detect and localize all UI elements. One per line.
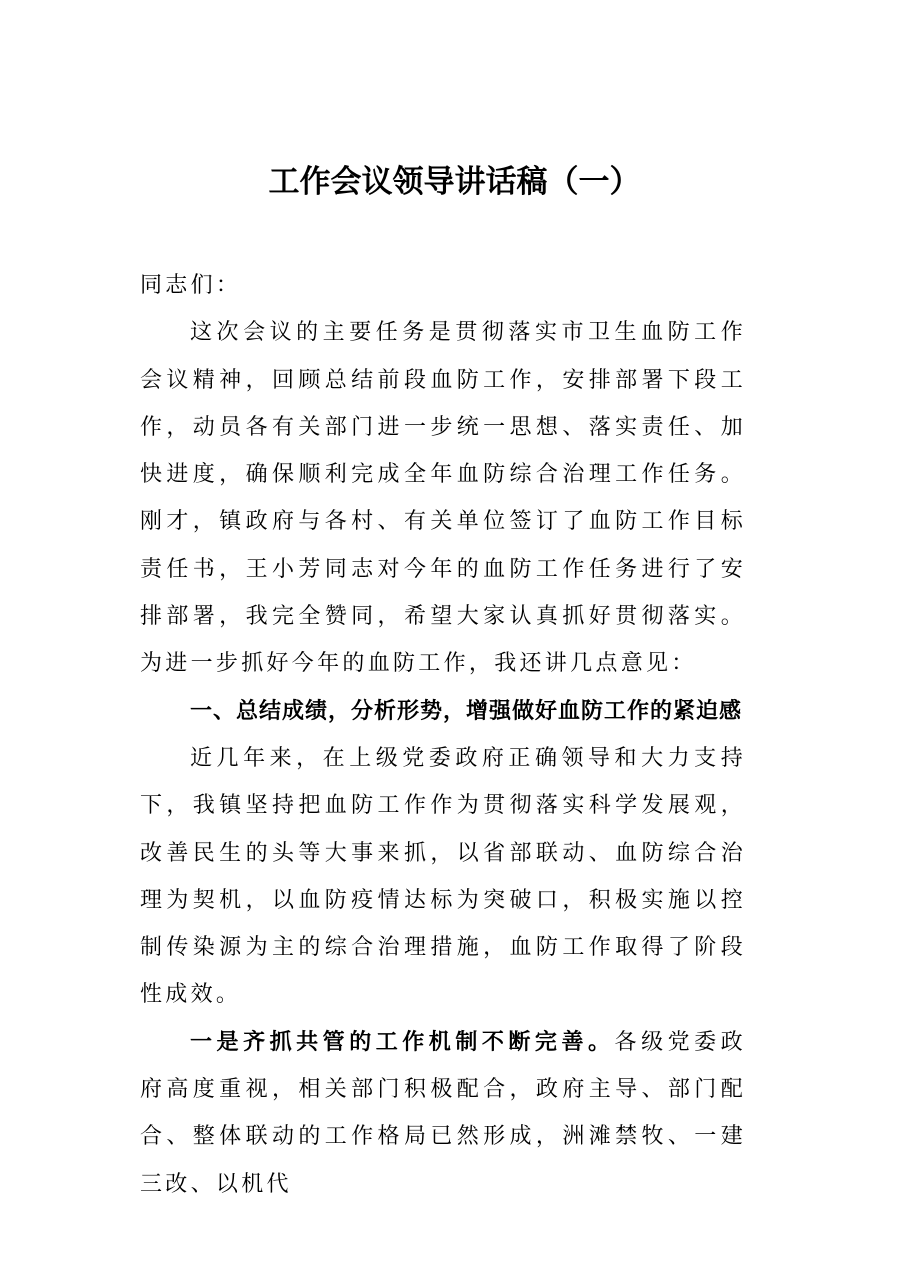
point-1-lead: 一是齐抓共管的工作机制不断完善。 <box>190 1028 615 1055</box>
salutation: 同志们： <box>140 273 242 298</box>
paragraph-achievements: 近几年来，在上级党委政府正确领导和大力支持下，我镇坚持把血防工作作为贯彻落实科学发展观，改善民生的头等大事来抓，以省部联动、血防综合治理为契机，以血防疫情达标为突破口，积极实施以控制传染源为主的综合治理措施，血防工作取得了阶段性成效。 <box>140 745 746 1008</box>
paragraph-intro: 这次会议的主要任务是贯彻落实市卫生血防工作会议精神，回顾总结前段血防工作，安排部署下段工作，动员各有关部门进一步统一思想、落实责任、加快进度，确保顺利完成全年血防综合治理工作任务。刚才，镇政府与各村、有关单位签订了血防工作目标责任书，王小芳同志对今年的血防工作任务进行了安排部署，我完全赞同，希望大家认真抓好贯彻落实。为进一步抓好今年的血防工作，我还讲几点意见： <box>140 320 746 677</box>
section-heading-1: 一、总结成绩，分析形势，增强做好血防工作的紧迫感 <box>190 698 743 724</box>
document-body <box>140 262 746 1208</box>
document-title: 工作会议领导讲话稿（一） <box>268 164 641 200</box>
paragraph-point-1 <box>140 1019 746 1208</box>
point-1-text: 各级党委政府高度重视，相关部门积极配合，政府主导、部门配合、整体联动的工作格局已然形成，洲滩禁牧、一建三改、以机代 <box>140 1029 746 1197</box>
